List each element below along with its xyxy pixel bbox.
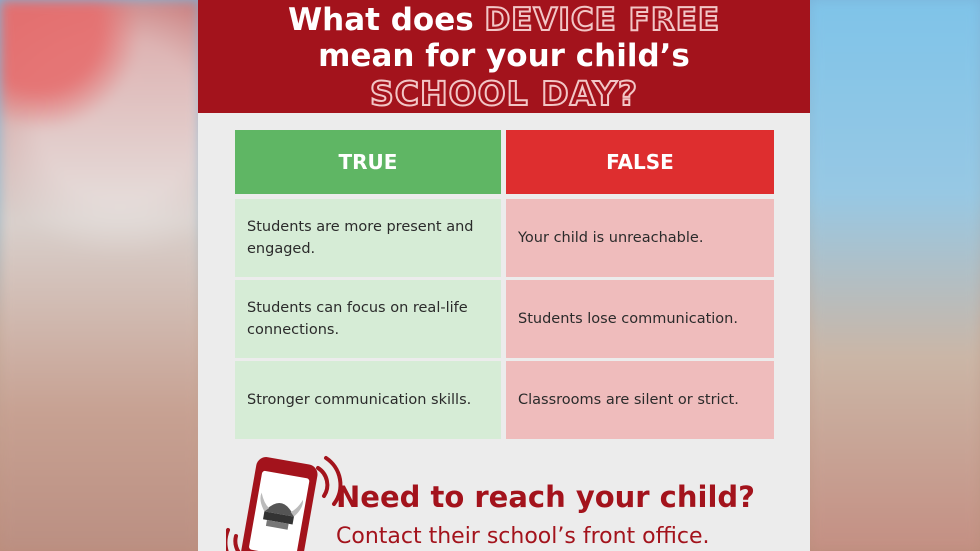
true-column-header: TRUE [235,130,501,194]
flyer [198,0,810,551]
blurred-background-left [0,0,200,551]
false-cell-2: Students lose communication. [506,280,774,358]
header-line2: mean for your child’s [318,38,690,74]
header-highlight-school-day: SCHOOL DAY? [369,74,639,113]
cta-headline: Need to reach your child? [336,480,755,514]
cta-subline: Contact their school’s front office. [336,524,710,549]
true-cell-1: Students are more present and engaged. [235,199,501,277]
true-cell-2: Students can focus on real-life connections. [235,280,501,358]
header-highlight-device-free: DEVICE FREE [484,2,721,38]
header-prefix: What does [287,2,474,38]
false-cell-3: Classrooms are silent or strict. [506,361,774,439]
flyer-header [198,0,810,113]
false-cell-1: Your child is unreachable. [506,199,774,277]
header-line1 [198,2,810,38]
phone-ringing-icon [226,452,346,551]
false-column-header: FALSE [506,130,774,194]
true-cell-3: Stronger communication skills. [235,361,501,439]
blurred-background-right [810,0,980,551]
